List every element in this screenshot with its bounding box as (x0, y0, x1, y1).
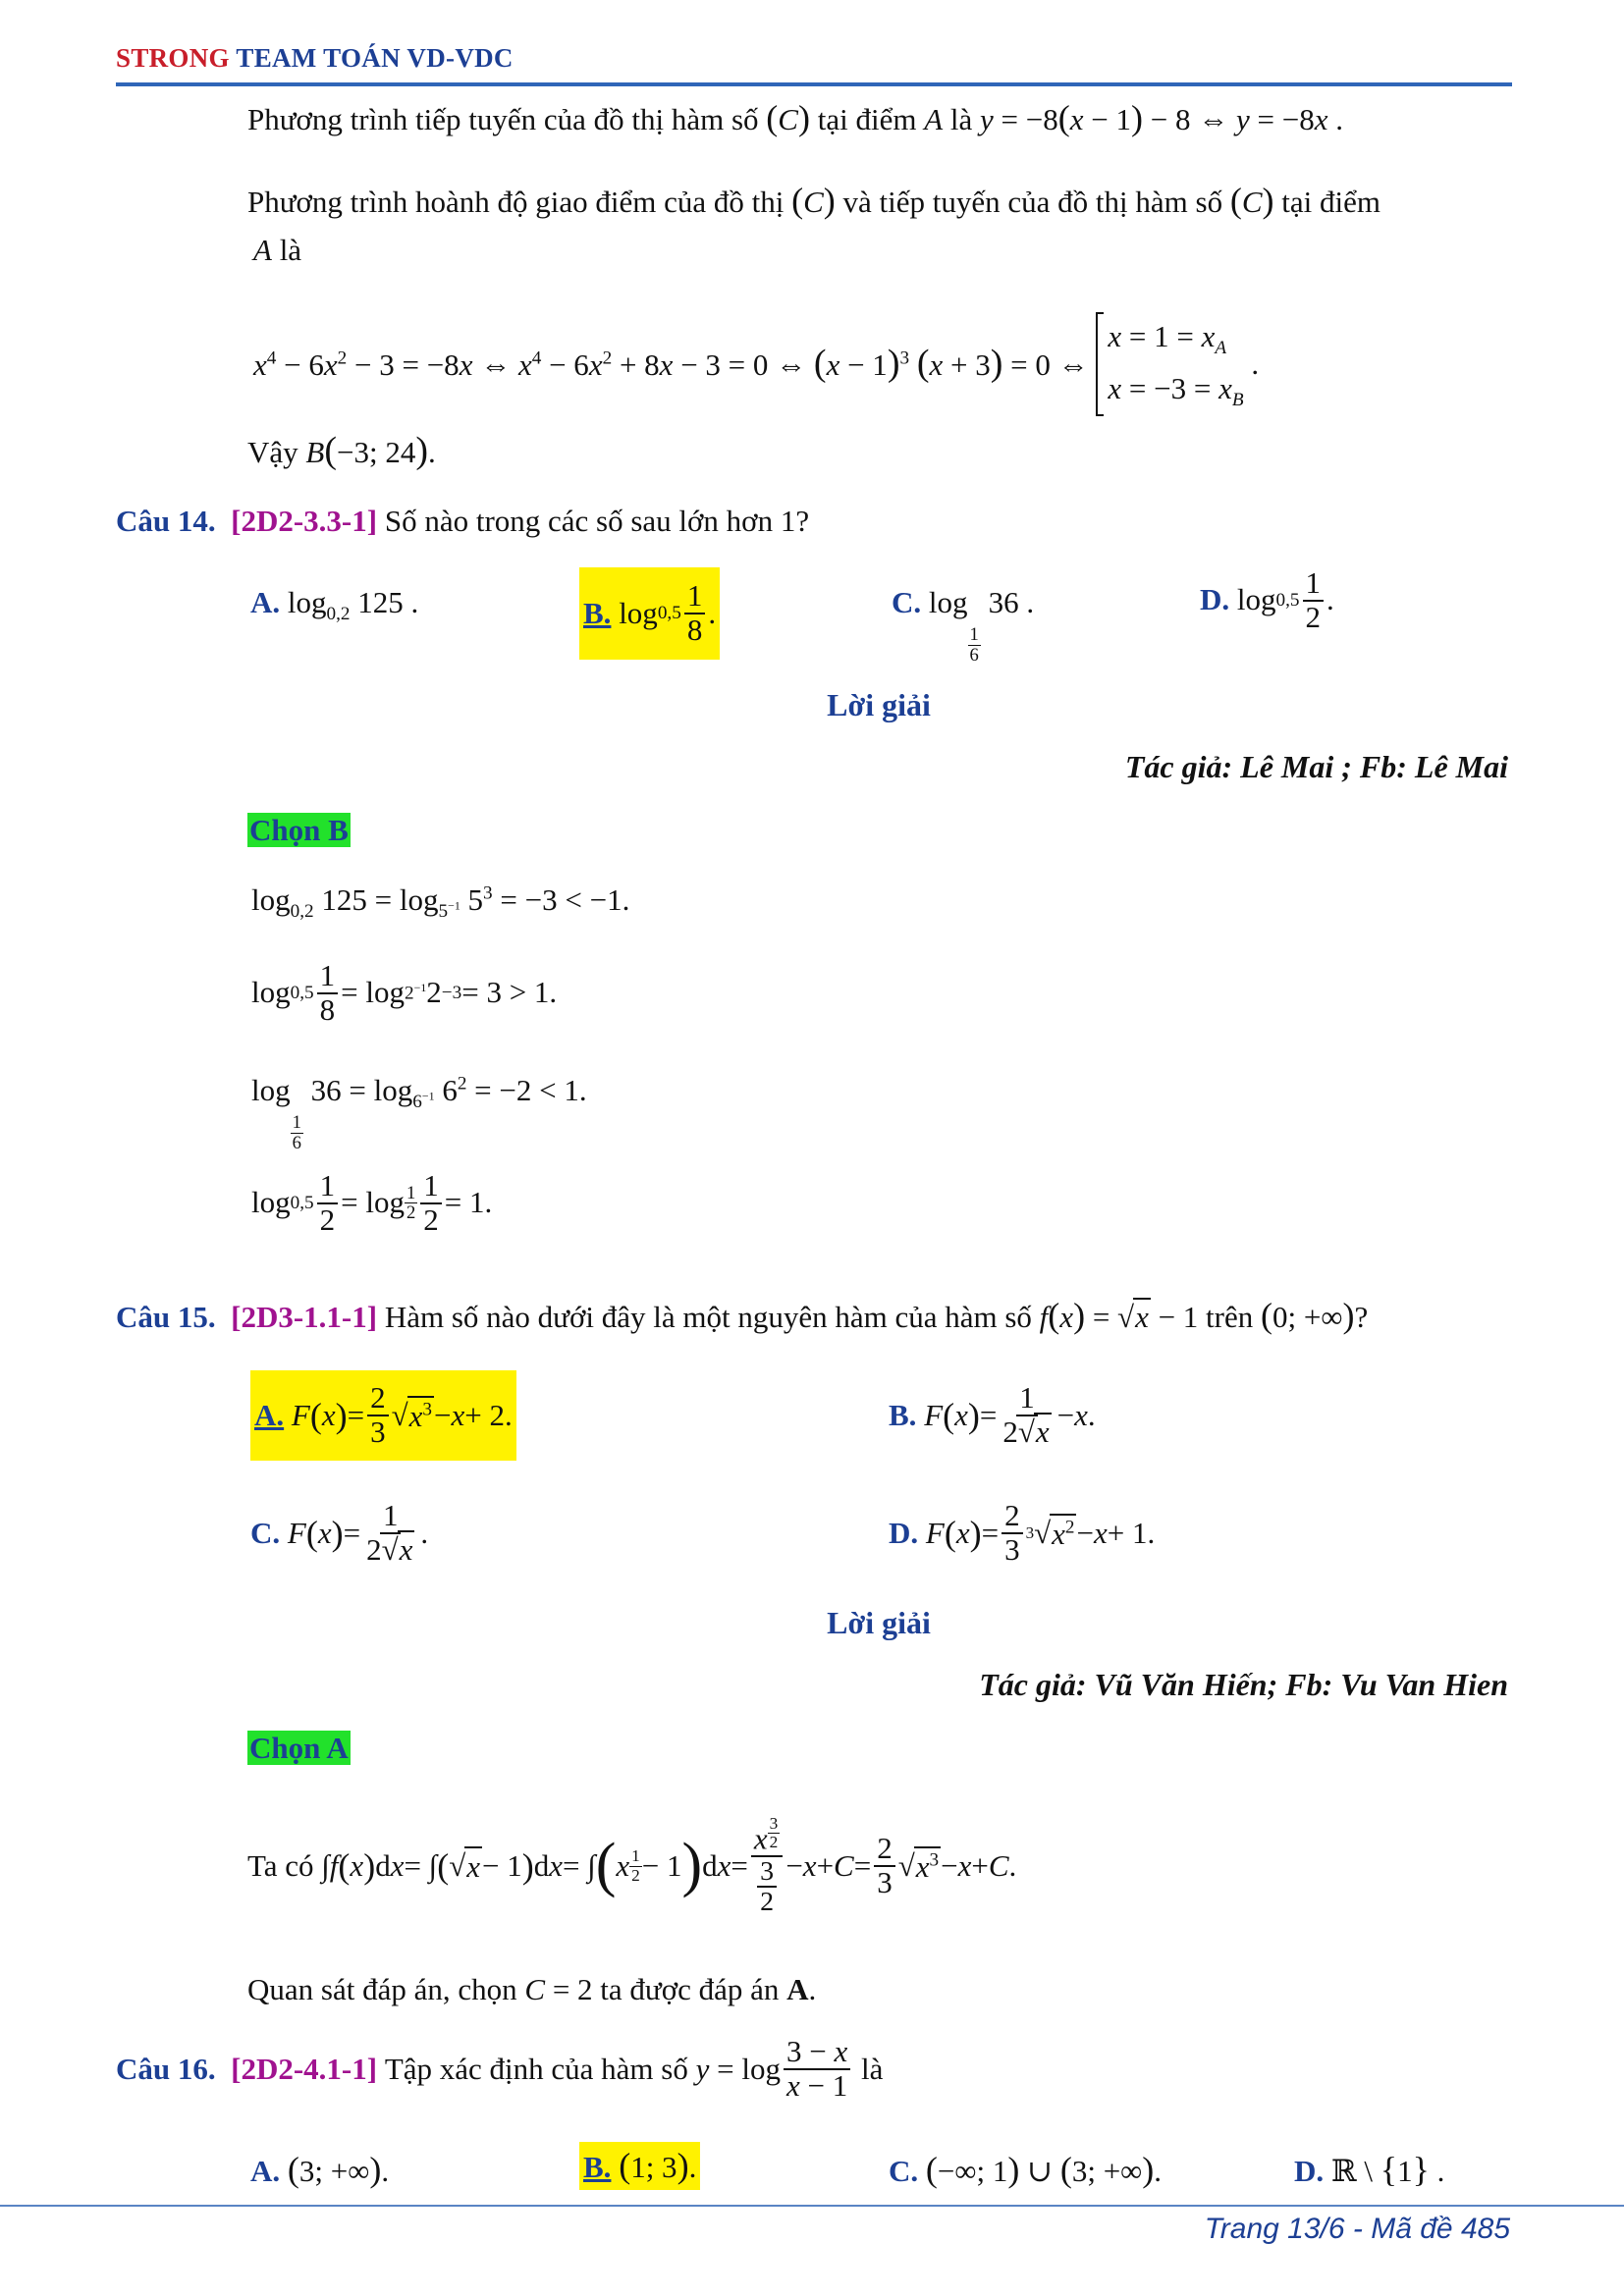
q14-option-c[interactable]: C. log $\frac{1}{6}$ 36 . (892, 585, 1035, 666)
question-14-label: Câu 14. (116, 504, 216, 538)
q14-option-b[interactable]: B. log 0,5 $\frac{1}{8}$ . (579, 567, 720, 660)
q15-option-d[interactable]: D. F ( x ) = $\frac{2}{3}$ 3 √ $x^2$ − x + 1. (889, 1498, 1156, 1567)
q14-step-1: $\log_{0,2} 125 = \log_{5^{-1}} 5^3 = -3 < -1$. (251, 882, 630, 923)
question-15-code: [2D3-1.1-1] (231, 1300, 378, 1334)
q14-option-a[interactable]: A. $\log_{0,2} 125$ . (250, 585, 419, 625)
question-15-label: Câu 15. (116, 1300, 216, 1334)
q15-option-c[interactable]: C. F ( x ) = $\frac{1}{2√x}$ . (250, 1498, 429, 1567)
q15-option-b[interactable]: B. F ( x ) = $\frac{1}{2√x}$ − x . (889, 1380, 1096, 1449)
q14-step-4: log 0,5 $\frac{1}{2}$ = log 1 2 $\frac{1}{2}$ = 1. (251, 1168, 493, 1237)
question-15: Câu 15. [2D3-1.1-1] Hàm số nào dưới đây là một nguyên hàm của hàm số f(x) = √x − 1 trên (0; +∞)? (116, 1296, 1369, 1335)
q16-option-a[interactable]: A. (3; +∞). (250, 2150, 390, 2189)
question-14 (116, 503, 809, 541)
footer-divider (0, 2205, 1624, 2207)
q15-option-a[interactable]: A. F ( x ) = $\frac{2}{3}$ √ $x^3$ − x + 2. (250, 1370, 516, 1461)
q15-solution-heading: Lời giải (827, 1605, 931, 1640)
case-bracket: $x = 1 = x_A$ $x = -3 = x_B$ (1096, 312, 1243, 416)
q16-option-b[interactable]: B. (1; 3). (579, 2142, 700, 2190)
header-divider (116, 82, 1512, 86)
intersection-statement-cont: A là (253, 233, 302, 267)
intersection-equation: $x^4 - 6x^2 - 3 = -8x$ ⇔ $x^4 - 6x^2 + 8x - 3 = 0$ ⇔ $(x - 1)^3$ (x + 3) = 0 ⇔ $x = 1 = x_A$ $x = -3 = x_B$ . (253, 312, 1259, 416)
q16-option-c[interactable]: C. (−∞; 1) ∪ (3; +∞). (889, 2150, 1163, 2189)
point-b-conclusion: Vậy B(−3; 24). (247, 430, 436, 471)
page-header-title (116, 43, 514, 74)
q14-solution-heading: Lời giải (827, 687, 931, 722)
q14-step-3: log $\frac{1}{6}$ $36 = \log_{6^{-1}} 6^2 = -2 < 1$. (251, 1073, 587, 1153)
q14-step-2: log 0,5 $\frac{1}{8}$ = log $2^{-1}$ 2 −3 = 3 > 1. (251, 958, 558, 1027)
question-16-label: Câu 16. (116, 2051, 216, 2086)
q14-option-d[interactable]: D. log 0,5 $\frac{1}{2}$ . (1200, 565, 1334, 634)
page-footer: Trang 13/6 - Mã đề 485 (1204, 2213, 1510, 2245)
q15-chosen-answer: Chọn A (249, 1731, 349, 1765)
question-16: Câu 16. [2D2-4.1-1] Tập xác định của hàm số y = log $\frac{3 - x}{x - 1}$ là (116, 2034, 884, 2103)
intersection-statement: Phương trình hoành độ giao điểm của đồ thị (C) và tiếp tuyến của đồ thị hàm số (C) tại điểm (247, 181, 1381, 220)
tangent-line-statement: Phương trình tiếp tuyến của đồ thị hàm số (C) tại điểm A là y = −8(x − 1) − 8 ⇔ y = −8x . (247, 98, 1343, 137)
question-14-text: Số nào trong các số sau lớn hơn 1? (384, 504, 810, 538)
q14-author: Tác giả: Lê Mai ; Fb: Lê Mai (1124, 749, 1508, 784)
q15-author: Tác giả: Vũ Văn Hiến; Fb: Vu Van Hien (979, 1667, 1508, 1702)
header-title-left: STRONG (116, 43, 237, 73)
q14-chosen-answer: Chọn B (249, 813, 349, 847)
q15-note: Quan sát đáp án, chọn C = 2 ta được đáp án A. (247, 1972, 817, 2006)
question-14-code: [2D2-3.3-1] (231, 504, 378, 538)
q16-option-d[interactable]: D. ℝ \ {1} . (1294, 2150, 1445, 2189)
question-16-code: [2D2-4.1-1] (231, 2051, 378, 2086)
header-title-right: TEAM TOÁN VD-VDC (236, 43, 514, 73)
q15-integral-work: Ta có ∫ f ( x ) d x = ∫ ( √ x − 1 ) d x = ∫ ( x $\frac{1}{2}$ − 1 ) d x = x $^{\frac{3}{2}}$ $\frac{3}{2}$ − x + C = $\frac{2}{3}$ √ $x^3$ − x + C . (247, 1814, 1017, 1918)
